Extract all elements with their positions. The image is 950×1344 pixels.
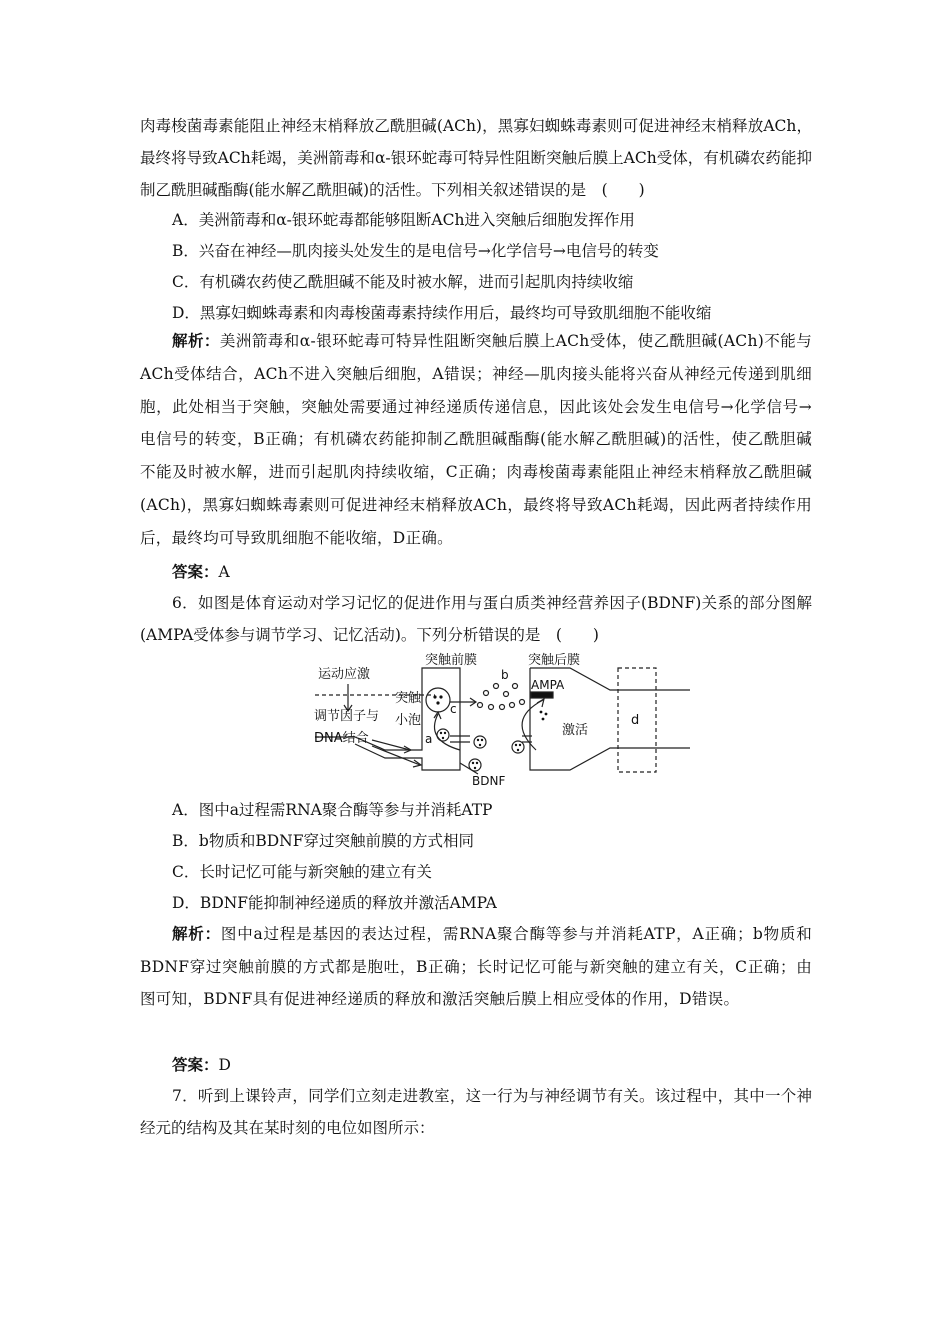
label-exercise: 运动应激 xyxy=(318,667,371,682)
q5-analysis-label: 解析： xyxy=(172,331,220,350)
label-vesicle-2: 小泡 xyxy=(395,713,422,728)
q5-answer-value: A xyxy=(218,563,230,581)
label-a: a xyxy=(425,732,433,746)
q5-option-c: C．有机磷农药使乙酰胆碱不能及时被水解，进而引起肌肉持续收缩 xyxy=(172,273,634,291)
q5-analysis xyxy=(140,325,812,555)
q5-answer-label: 答案： xyxy=(172,562,219,581)
q5-option-a: A．美洲箭毒和α-银环蛇毒都能够阻断ACh进入突触后细胞发挥作用 xyxy=(172,211,635,229)
label-postsynaptic: 突触后膜 xyxy=(528,653,581,668)
q6-analysis-text: 图中a过程是基因的表达过程，需RNA聚合酶等参与并消耗ATP，A正确；b物质和BDNF穿过突触前膜的方式都是胞吐，B正确；长时记忆可能与新突触的建立有关，C正确；由图可知，BDNF具有促进神经递质的释放和激活突触后膜上相应受体的作用，D错误。 xyxy=(140,925,812,1008)
synapse-diagram xyxy=(300,650,690,788)
q6-option-d: D．BDNF能抑制神经递质的释放并激活AMPA xyxy=(172,894,497,912)
label-regulatory-1: 调节因子与 xyxy=(314,709,380,724)
q6-option-b: B．b物质和BDNF穿过突触前膜的方式相同 xyxy=(172,832,474,850)
q5-analysis-text: 美洲箭毒和α-银环蛇毒可特异性阻断突触后膜上ACh受体，使乙酰胆碱(ACh)不能与ACh受体结合，ACh不进入突触后细胞，A错误；神经—肌肉接头能将兴奋从神经元传递到肌细胞，此处相当于突触，突触处需要通过神经递质传递信息，因此该处会发生电信号→化学信号→电信号的转变，B正确；有机磷农药能抑制乙酰胆碱酯酶(能水解乙酰胆碱)的活性，使乙酰胆碱不能及时被水解，进而引起肌肉持续收缩，C正确；肉毒梭菌毒素能阻止神经末梢释放乙酰胆碱(ACh)，黑寡妇蜘蛛毒素则可促进神经末梢释放ACh，最终将导致ACh耗竭，因此两者持续作用后，最终均可导致肌细胞不能收缩，D正确。 xyxy=(140,332,812,547)
q6-option-c: C．长时记忆可能与新突触的建立有关 xyxy=(172,863,432,881)
q6-analysis-label: 解析： xyxy=(172,924,221,943)
label-d: d xyxy=(631,713,640,728)
q6-analysis xyxy=(140,918,812,1016)
q6-answer-value: D xyxy=(218,1056,231,1074)
label-ampa: AMPA xyxy=(531,678,565,692)
label-presynaptic: 突触前膜 xyxy=(425,653,478,668)
q7-stem: 7．听到上课铃声，同学们立刻走进教室，这一行为与神经调节有关。该过程中，其中一个神经元的结构及其在某时刻的电位如图所示： xyxy=(140,1087,812,1137)
label-c: c xyxy=(450,702,457,716)
q6-option-a: A．图中a过程需RNA聚合酶等参与并消耗ATP xyxy=(172,801,493,819)
q6-answer xyxy=(172,1049,231,1081)
label-bdnf: BDNF xyxy=(472,774,506,788)
q5-answer xyxy=(172,556,230,588)
label-b: b xyxy=(501,668,509,682)
q5-option-d: D．黑寡妇蜘蛛毒素和肉毒梭菌毒素持续作用后，最终均可导致肌细胞不能收缩 xyxy=(172,304,712,322)
label-regulatory-2: DNA结合 xyxy=(314,731,369,746)
q5-option-b: B．兴奋在神经—肌肉接头处发生的是电信号→化学信号→电信号的转变 xyxy=(172,242,659,260)
label-activate: 激活 xyxy=(562,723,589,738)
q6-answer-label: 答案： xyxy=(172,1055,219,1074)
q5-stem: 肉毒梭菌毒素能阻止神经末梢释放乙酰胆碱(ACh)，黑寡妇蜘蛛毒素则可促进神经末梢释放ACh，最终将导致ACh耗竭，美洲箭毒和α-银环蛇毒可特异性阻断突触后膜上ACh受体，有机磷农药能抑制乙酰胆碱酯酶(能水解乙酰胆碱)的活性。下列相关叙述错误的是 ( ) xyxy=(140,117,812,199)
q6-stem: 6．如图是体育运动对学习记忆的促进作用与蛋白质类神经营养因子(BDNF)关系的部分图解(AMPA受体参与调节学习、记忆活动)。下列分析错误的是 ( ) xyxy=(140,594,812,644)
label-vesicle-1: 突触 xyxy=(395,691,422,706)
